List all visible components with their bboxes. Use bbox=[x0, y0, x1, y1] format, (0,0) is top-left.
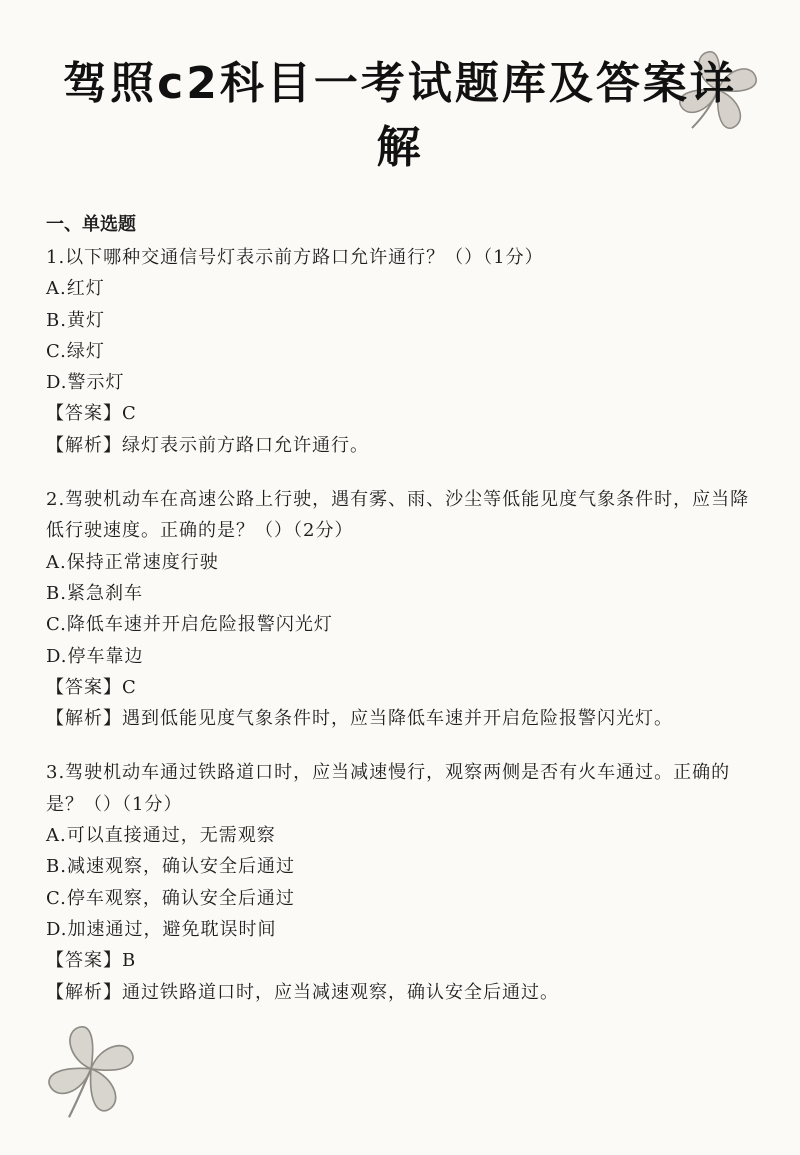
option-a: A.红灯 bbox=[46, 278, 105, 300]
answer: 【答案】C bbox=[46, 676, 137, 698]
clover-icon bbox=[36, 1016, 146, 1126]
question-3 bbox=[46, 757, 751, 1007]
question-list bbox=[46, 242, 751, 1008]
option-c: C.停车观察，确认安全后通过 bbox=[46, 887, 295, 909]
option-a: A.保持正常速度行驶 bbox=[46, 551, 219, 573]
answer: 【答案】C bbox=[46, 403, 137, 425]
option-d: D.停车靠边 bbox=[46, 645, 144, 667]
option-b: B.紧急刹车 bbox=[46, 582, 143, 604]
question-stem: 3.驾驶机动车通过铁路道口时，应当减速慢行，观察两侧是否有火车通过。正确的是？（）（1分） bbox=[46, 762, 731, 815]
explanation: 【解析】绿灯表示前方路口允许通行。 bbox=[46, 434, 369, 456]
question-stem: 2.驾驶机动车在高速公路上行驶，遇有雾、雨、沙尘等低能见度气象条件时，应当降低行驶速度。正确的是？（）（2分） bbox=[46, 489, 750, 542]
option-d: D.加速通过，避免耽误时间 bbox=[46, 918, 277, 940]
option-b: B.黄灯 bbox=[46, 309, 105, 331]
explanation: 【解析】遇到低能见度气象条件时，应当降低车速并开启危险报警闪光灯。 bbox=[46, 708, 673, 730]
option-c: C.降低车速并开启危险报警闪光灯 bbox=[46, 614, 333, 636]
question-2 bbox=[46, 484, 751, 734]
option-d: D.警示灯 bbox=[46, 372, 125, 394]
explanation: 【解析】通过铁路道口时，应当减速观察，确认安全后通过。 bbox=[46, 981, 559, 1003]
question-stem: 1.以下哪种交通信号灯表示前方路口允许通行？（）（1分） bbox=[46, 247, 544, 268]
section-heading: 一、单选题 bbox=[46, 214, 136, 235]
option-b: B.减速观察，确认安全后通过 bbox=[46, 856, 295, 878]
option-c: C.绿灯 bbox=[46, 340, 105, 362]
document-title: 驾照c2科目一考试题库及答案详解 bbox=[63, 58, 737, 173]
answer: 【答案】B bbox=[46, 950, 137, 972]
option-a: A.可以直接通过，无需观察 bbox=[46, 825, 276, 847]
question-1 bbox=[46, 242, 751, 461]
